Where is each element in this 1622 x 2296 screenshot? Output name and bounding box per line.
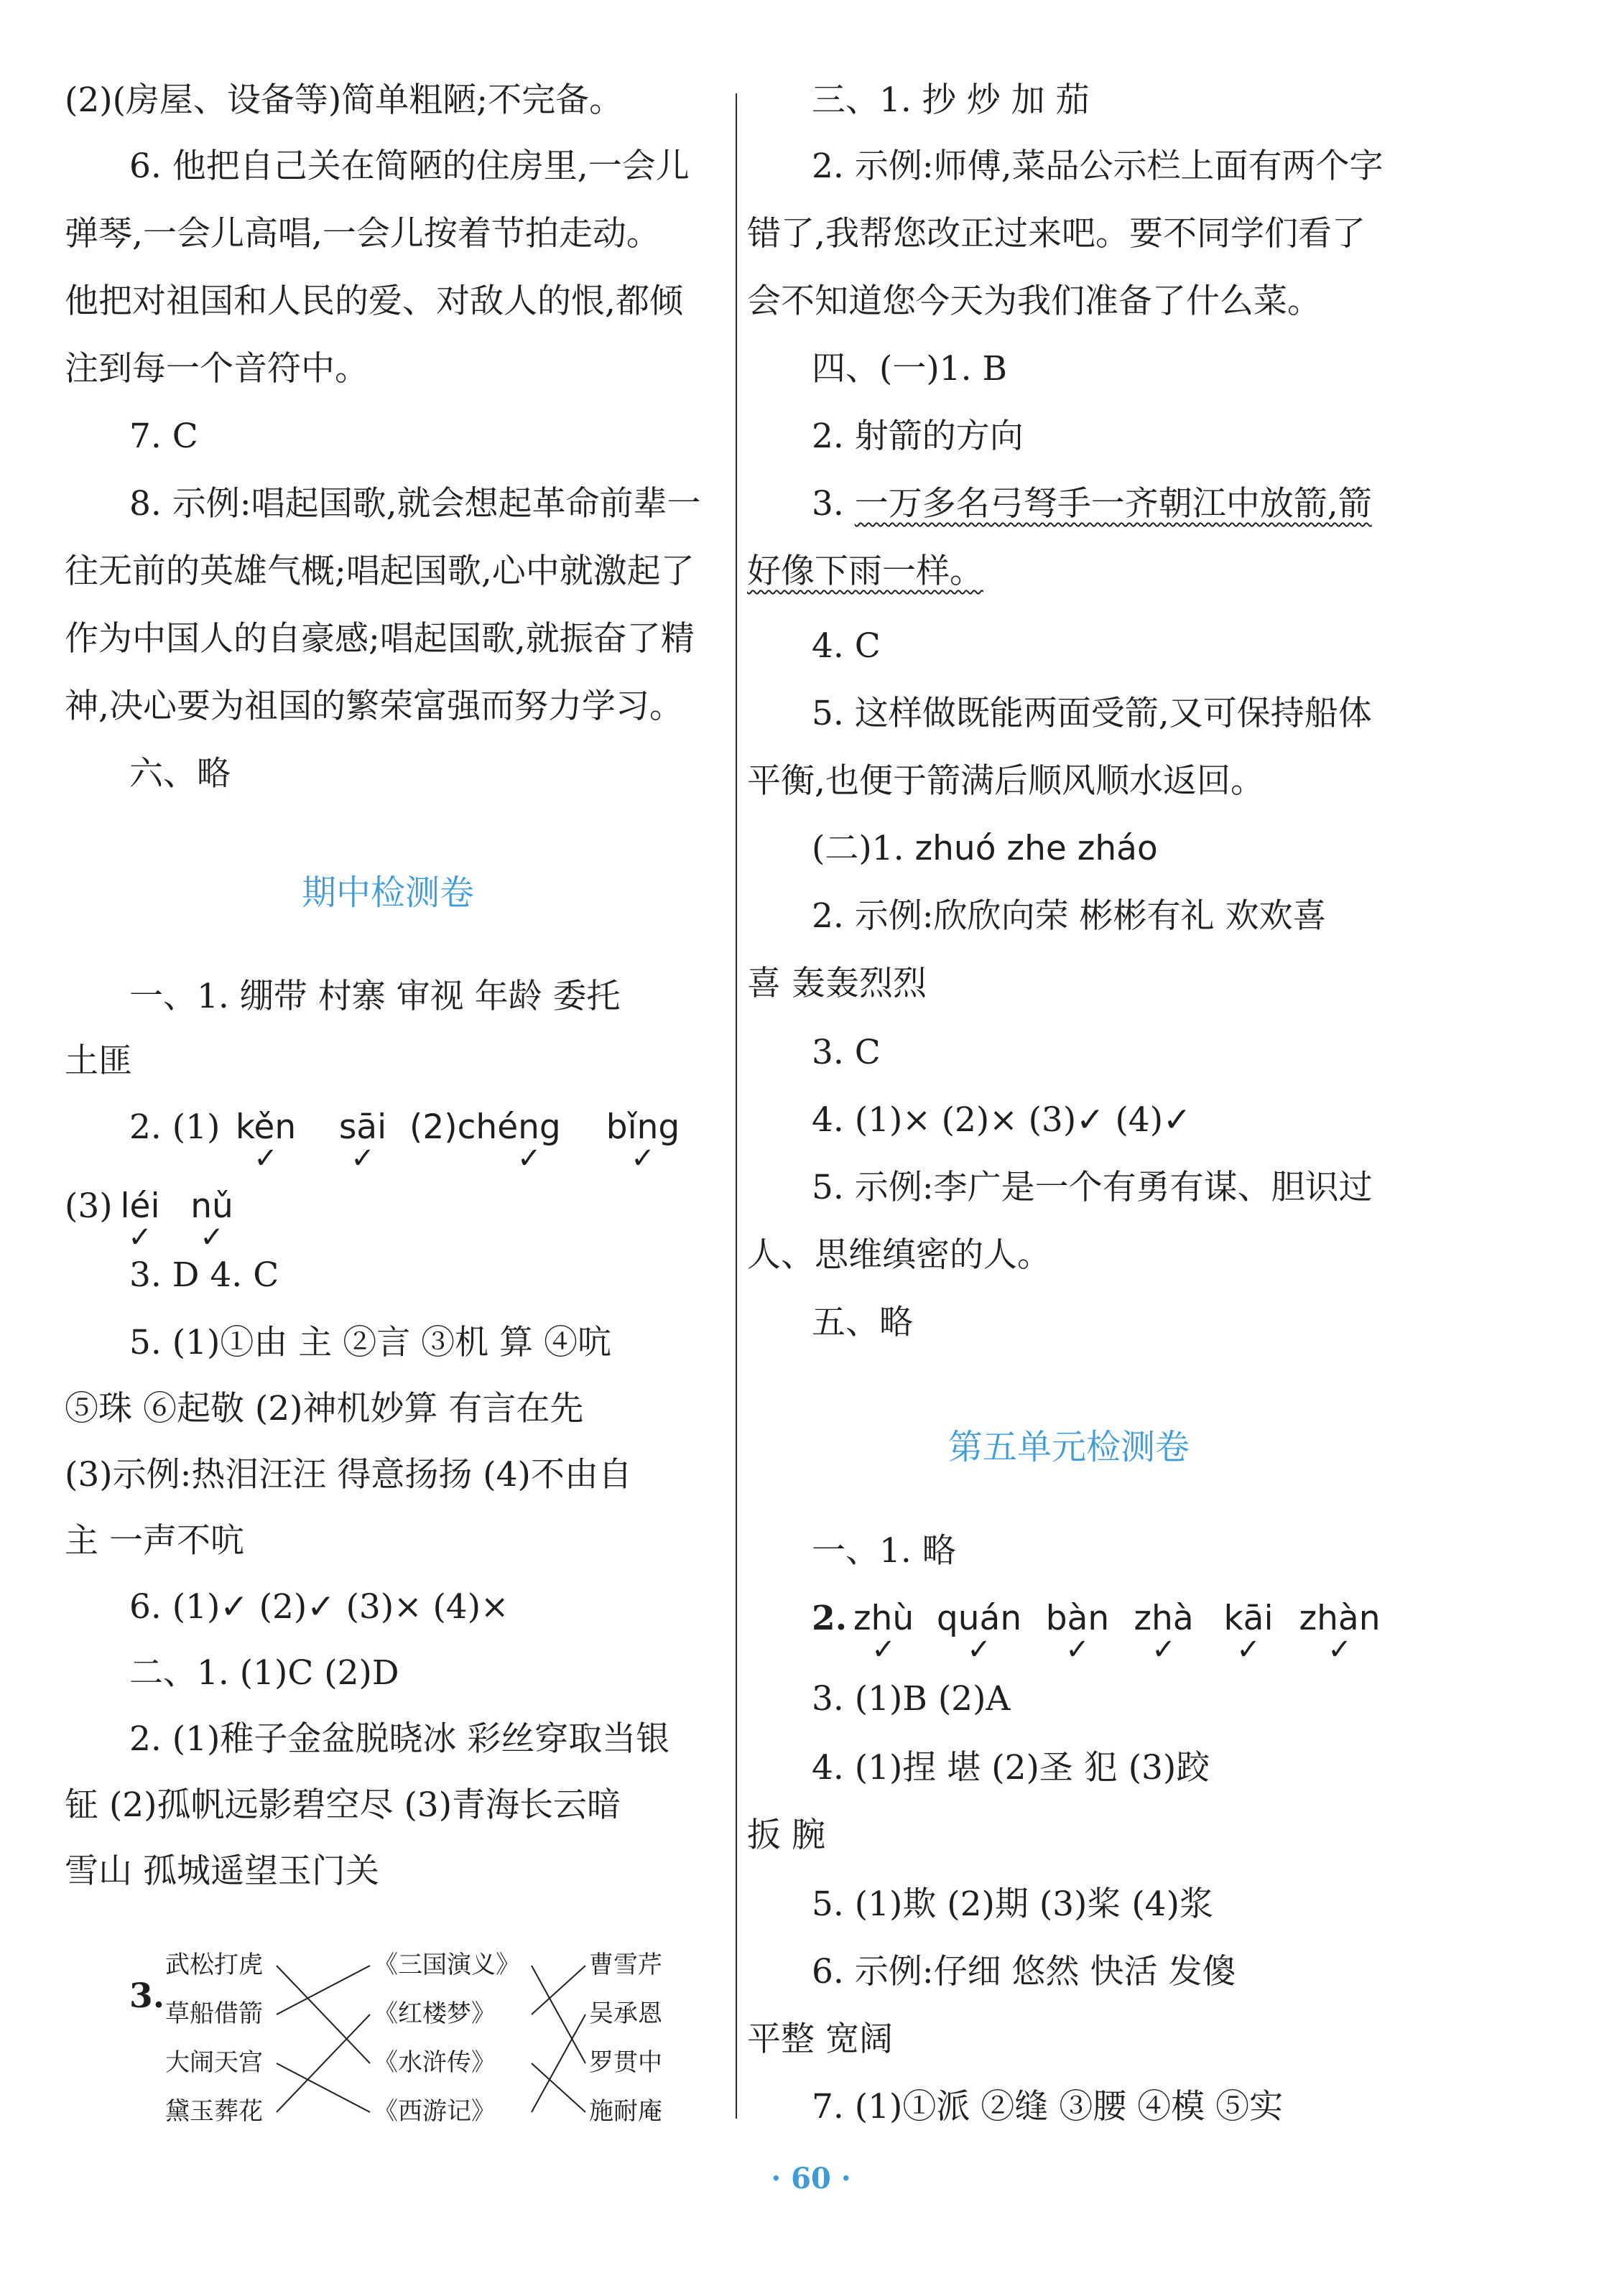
answer-line: 3. D 4. C <box>129 1255 279 1295</box>
answer-line: ⑤珠 ⑥起敬 (2)神机妙算 有言在先 <box>65 1389 584 1428</box>
match-author: 罗贯中 <box>589 2048 662 2077</box>
match-author: 吴承恩 <box>589 1999 662 2028</box>
pinyin-answer: zhuó zhe zháo <box>914 829 1158 868</box>
match-author: 曹雪芹 <box>589 1951 662 1979</box>
match-line <box>532 1966 585 2063</box>
answer-line: (3)示例:热泪汪汪 得意扬扬 (4)不由自 <box>65 1455 632 1495</box>
matching-diagram <box>158 1943 690 2158</box>
answer-line: 人、思维缜密的人。 <box>747 1235 1051 1275</box>
answer-line: 二、1. (1)C (2)D <box>129 1653 399 1693</box>
question-number: 3. <box>129 1976 165 2016</box>
answer-line: 土匪 <box>65 1041 132 1081</box>
question-number: 2. <box>812 1599 848 1638</box>
answer-line: 会不知道您今天为我们准备了什么菜。 <box>747 282 1321 321</box>
question-number: (3) <box>65 1186 113 1226</box>
match-line <box>532 2063 585 2112</box>
question-number: 2. (1) <box>129 1107 221 1147</box>
pinyin-item: bàn ✓ <box>1045 1599 1110 1666</box>
match-line <box>277 1966 370 2063</box>
answer-line: 3. (1)B (2)A <box>812 1679 1011 1719</box>
wavy-underlined-text: 好像下雨一样。 <box>747 552 983 591</box>
answer-line: 5. 这样做既能两面受箭,又可保持船体 <box>812 694 1372 733</box>
answer-line: 2. 射箭的方向 <box>812 417 1024 456</box>
answer-line: 6. (1)✓ (2)✓ (3)× (4)× <box>129 1587 509 1627</box>
match-story: 草船借箭 <box>165 1999 263 2028</box>
answer-line: 一、1. 略 <box>812 1531 956 1571</box>
pinyin-item: zhàn ✓ <box>1299 1599 1381 1666</box>
answer-line: 他把对祖国和人民的爱、对敌人的恨,都倾 <box>65 282 683 321</box>
pinyin-item: sāi ✓ <box>338 1107 387 1175</box>
match-line <box>277 1966 370 2014</box>
match-book: 《西游记》 <box>374 2097 496 2126</box>
match-line <box>277 2063 370 2112</box>
pinyin-item: bǐng ✓ <box>606 1107 680 1175</box>
answer-line: (2)(房屋、设备等)简单粗陋;不完备。 <box>65 80 624 120</box>
answer-line: 一、1. 绷带 村寨 审视 年龄 委托 <box>129 977 621 1016</box>
answer-line: 作为中国人的自豪感;唱起国歌,就振奋了精 <box>65 619 695 659</box>
section-heading-unit5: 第五单元检测卷 <box>948 1427 1190 1467</box>
answer-line: 四、(一)1. B <box>812 349 1007 389</box>
answer-line: 平衡,也便于箭满后顺风顺水返回。 <box>747 761 1264 801</box>
pinyin-item: zhà ✓ <box>1134 1599 1194 1666</box>
pinyin-item: (2)chéng ✓ <box>409 1107 561 1175</box>
pinyin-row <box>65 1185 726 1254</box>
answer-line: 扳 腕 <box>747 1816 825 1855</box>
pinyin-item: quán ✓ <box>936 1599 1022 1666</box>
match-line <box>277 2014 370 2112</box>
pinyin-row <box>65 1106 790 1175</box>
answer-line: 注到每一个音符中。 <box>65 349 369 389</box>
answer-line: 3. C <box>812 1033 881 1072</box>
pinyin-item: léi ✓ <box>120 1186 160 1254</box>
pinyin-item: zhù ✓ <box>853 1599 914 1666</box>
answer-line: 往无前的英雄气概;唱起国歌,心中就激起了 <box>65 552 695 591</box>
answer-line: 2. 示例:师傅,菜品公示栏上面有两个字 <box>812 147 1384 186</box>
answer-line: 错了,我帮您改正过来吧。要不同学们看了 <box>747 214 1366 254</box>
answer-line: 5. (1)①由 主 ②言 ③机 算 ④吭 <box>129 1323 612 1362</box>
answer-line: 5. 示例:李广是一个有勇有谋、胆识过 <box>812 1168 1373 1207</box>
answer-line: 4. (1)捏 堪 (2)圣 犯 (3)跤 <box>812 1748 1210 1788</box>
match-author: 施耐庵 <box>589 2097 662 2126</box>
answer-line: 六、略 <box>129 754 231 794</box>
match-story: 武松打虎 <box>165 1951 263 1979</box>
answer-line: 8. 示例:唱起国歌,就会想起革命前辈一 <box>129 484 701 524</box>
wavy-underlined-text: 一万多名弓弩手一齐朝江中放箭,箭 <box>854 484 1372 524</box>
answer-line: 主 一声不吭 <box>65 1521 244 1561</box>
answer-line: 雪山 孤城遥望玉门关 <box>65 1851 379 1891</box>
answer-line: 弹琴,一会儿高唱,一会儿按着节拍走动。 <box>65 214 660 254</box>
answer-line: 2. (1)稚子金盆脱晓冰 彩丝穿取当银 <box>129 1719 670 1759</box>
answer-line: 三、1. 抄 炒 加 茄 <box>812 80 1090 120</box>
pinyin-row <box>747 1597 1408 1666</box>
answer-line <box>747 550 983 593</box>
section-heading-midterm: 期中检测卷 <box>302 873 475 913</box>
match-line <box>532 1966 585 2014</box>
answer-line: 7. (1)①派 ②缝 ③腰 ④模 ⑤实 <box>812 2087 1284 2127</box>
match-book: 《水浒传》 <box>374 2048 496 2077</box>
answer-line: 5. (1)欺 (2)期 (3)桨 (4)浆 <box>812 1884 1213 1924</box>
answer-line: 平整 宽阔 <box>747 2020 893 2059</box>
answer-line: 7. C <box>129 417 198 456</box>
answer-line: 五、略 <box>812 1303 913 1342</box>
pinyin-item: kāi ✓ <box>1223 1599 1274 1666</box>
question-number: (二)1. <box>812 829 904 868</box>
answer-line: 喜 轰轰烈烈 <box>747 964 927 1003</box>
match-story: 黛玉葬花 <box>165 2097 263 2126</box>
match-story: 大闹天宫 <box>165 2048 263 2077</box>
answer-line: 6. 示例:仔细 悠然 快活 发傻 <box>812 1952 1236 1991</box>
question-number: 3. <box>812 484 844 524</box>
match-book: 《红楼梦》 <box>374 1999 496 2028</box>
page-number: · 60 · <box>771 2162 851 2195</box>
answer-line <box>747 483 1372 526</box>
answer-line: 4. (1)× (2)× (3)✓ (4)✓ <box>812 1100 1192 1140</box>
answer-line: 6. 他把自己关在简陋的住房里,一会儿 <box>129 147 690 186</box>
match-book: 《三国演义》 <box>374 1951 520 1979</box>
answer-line: 2. 示例:欣欣向荣 彬彬有礼 欢欢喜 <box>812 896 1327 936</box>
match-line <box>532 2014 585 2112</box>
answer-line: 钲 (2)孤帆远影碧空尽 (3)青海长云暗 <box>65 1785 621 1825</box>
answer-line: 4. C <box>812 626 881 666</box>
answer-line: 神,决心要为祖国的繁荣富强而努力学习。 <box>65 687 683 726</box>
answer-line <box>747 827 1158 870</box>
pinyin-item: nǔ ✓ <box>190 1186 233 1254</box>
pinyin-item: kěn ✓ <box>235 1107 297 1175</box>
